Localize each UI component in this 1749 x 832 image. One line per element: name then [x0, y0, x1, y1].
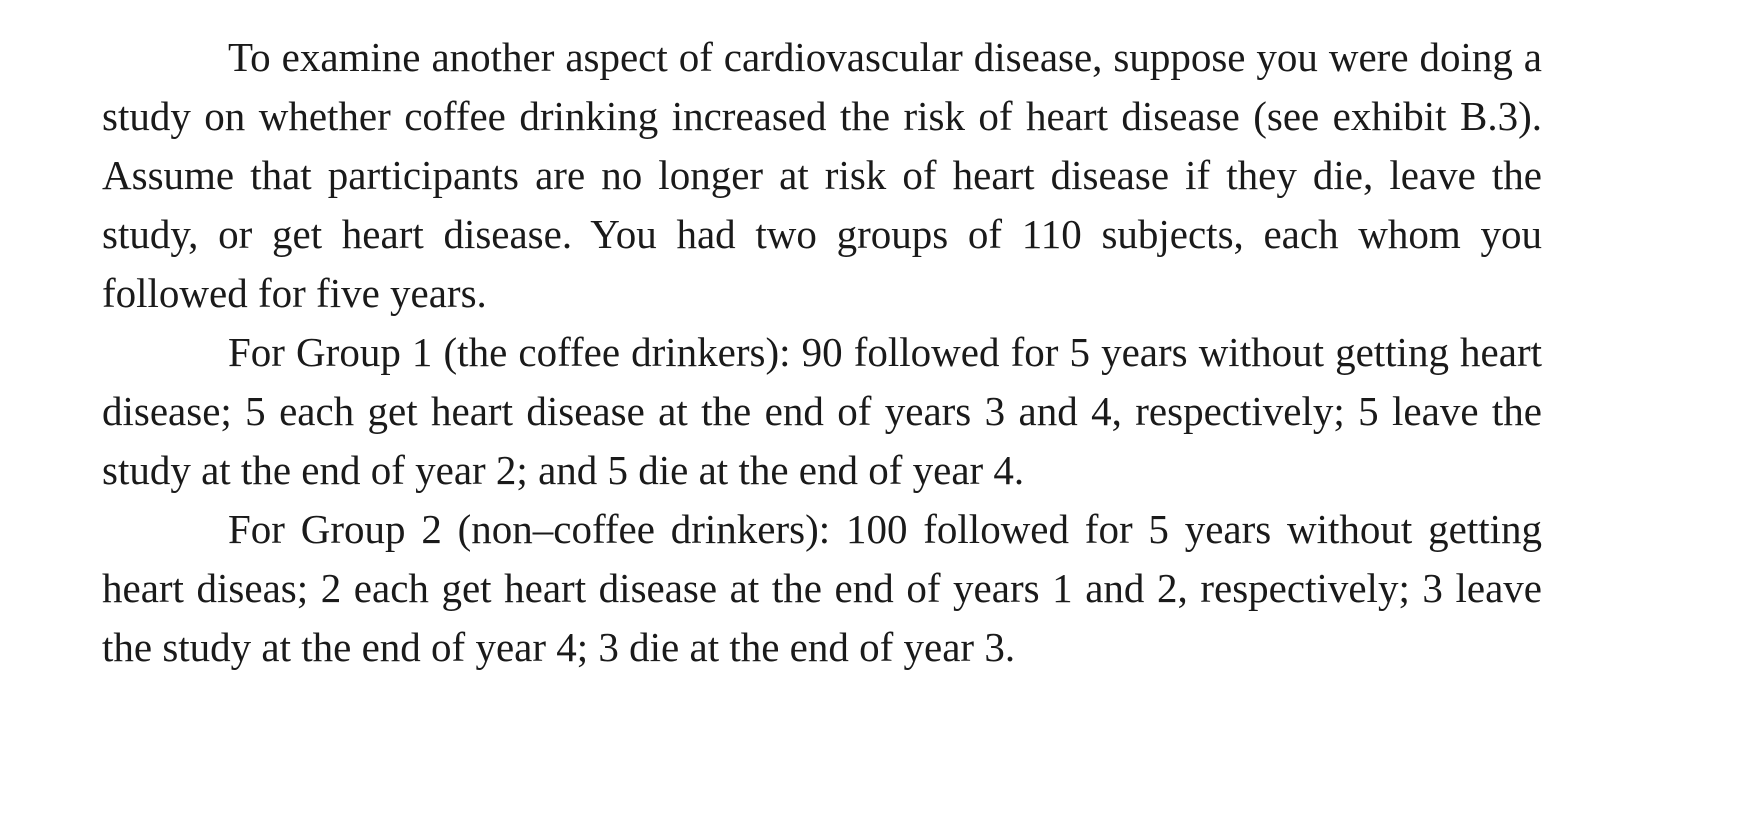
paragraph-group-2: For Group 2 (non–coffee drinkers): 100 followed for 5 years without getting heart diseas; 2 each get heart disease at the end of years 1 and 2, respectively; 3 leave the study at the end of year 4; 3 die at the end of year 3.: [102, 506, 1542, 670]
document-body: [102, 28, 1542, 677]
paragraph-study-setup: To examine another aspect of cardiovascular disease, suppose you were doing a study on whether coffee drinking increased the risk of heart disease (see exhibit B.3). Assume that participants are no longer at risk of heart disease if they die, leave the study, or get heart disease. You had two groups of 110 subjects, each whom you followed for five years.: [102, 34, 1542, 316]
paragraph-group-1: For Group 1 (the coffee drinkers): 90 followed for 5 years without getting heart disease; 5 each get heart disease at the end of years 3 and 4, respectively; 5 leave the study at the end of year 2; and 5 die at the end of year 4.: [102, 329, 1542, 493]
